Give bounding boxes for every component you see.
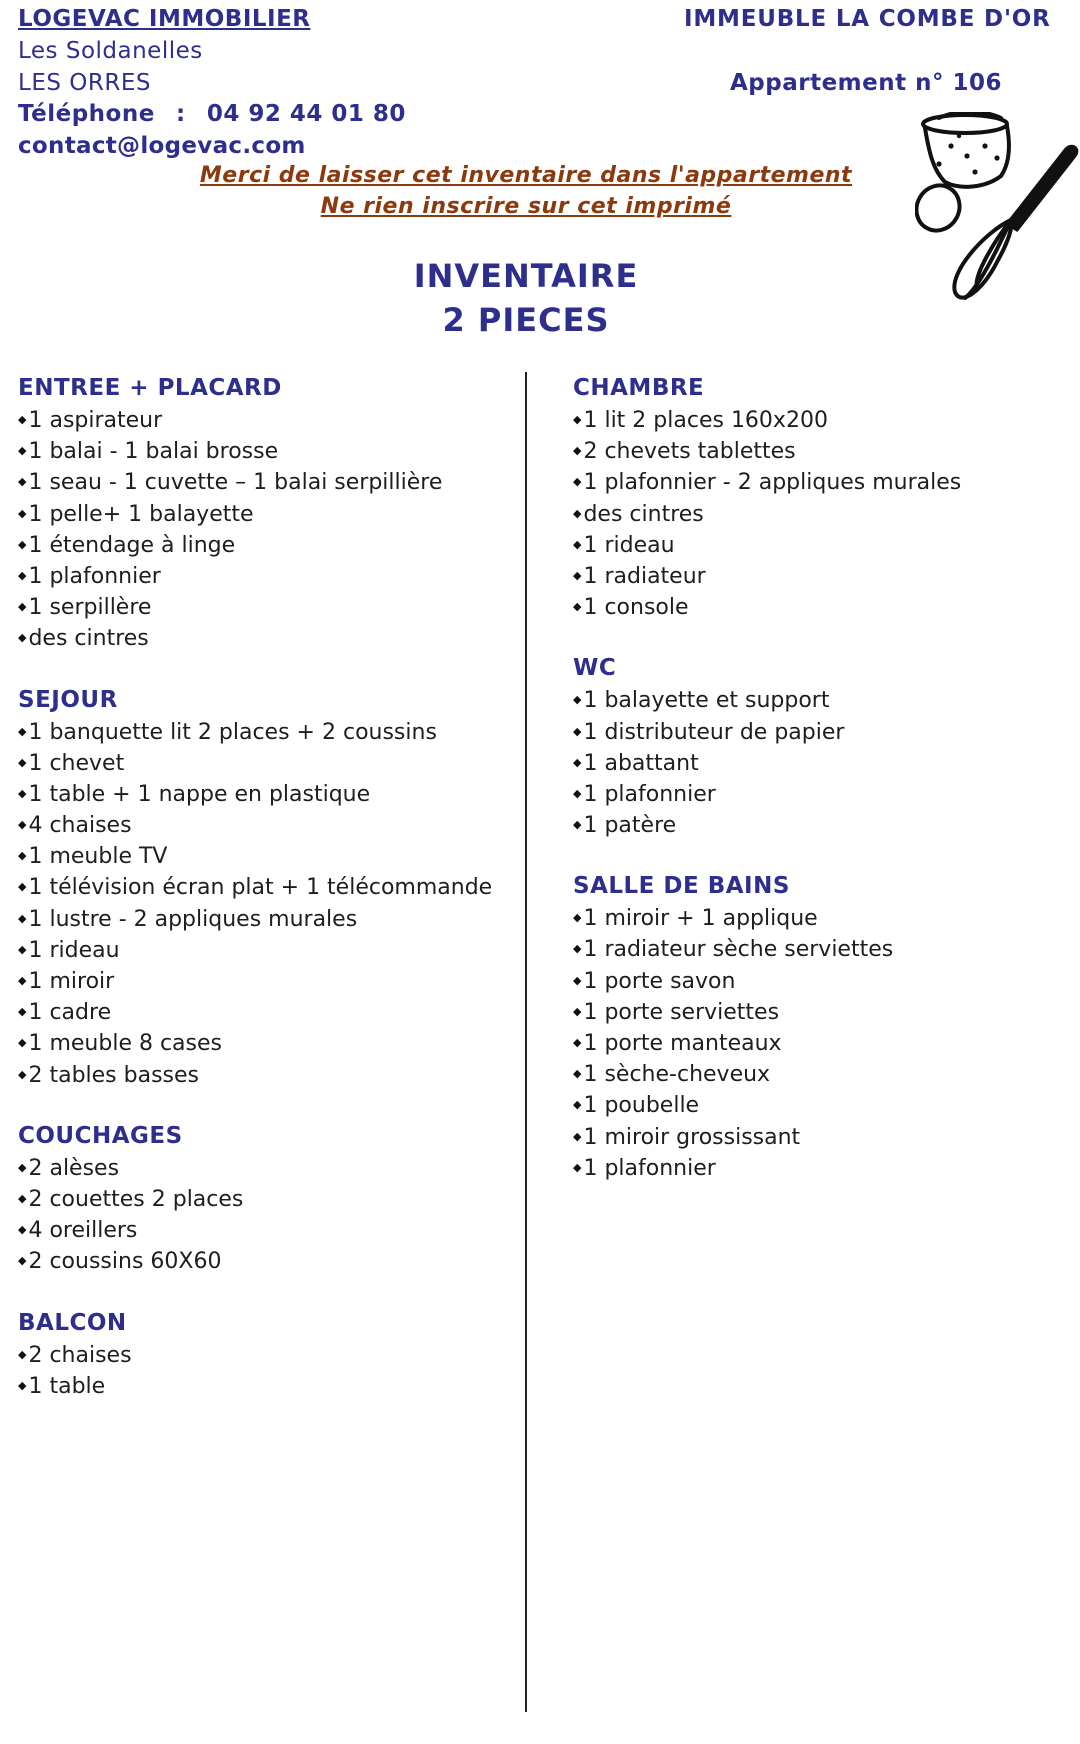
item-text: 2 couettes 2 places [28,1186,244,1212]
phone-number: 04 92 44 01 80 [206,101,406,127]
item-text: 1 radiateur sèche serviettes [583,937,894,963]
list-item [573,902,961,933]
list-item [18,1183,492,1214]
notice-do-not-write: Ne rien inscrire sur cet imprimé [320,194,732,219]
item-text: 1 sèche-cheveux [583,1062,771,1088]
diamond-bullet-icon: ◆ [18,1223,27,1237]
item-list [18,404,492,654]
column-divider [525,372,527,1712]
notice-leave-inventory: Merci de laisser cet inventaire dans l'appartement [199,163,853,188]
item-list [18,1152,492,1277]
list-item [573,1089,961,1120]
item-text: 1 rideau [583,532,675,558]
diamond-bullet-icon: ◆ [18,911,27,925]
diamond-bullet-icon: ◆ [18,849,27,863]
item-text: 1 plafonnier [583,781,716,807]
apartment-number: Appartement n° 106 [730,70,1003,96]
section-entree-placard [18,373,492,654]
address-line-2: LES ORRES [18,70,151,96]
diamond-bullet-icon: ◆ [573,600,582,614]
item-text: 1 table + 1 nappe en plastique [28,781,371,807]
diamond-bullet-icon: ◆ [573,724,582,738]
diamond-bullet-icon: ◆ [18,1347,27,1361]
list-item [18,1152,492,1183]
diamond-bullet-icon: ◆ [18,475,27,489]
item-text: 1 cadre [28,1000,112,1026]
item-text: 1 plafonnier [583,1155,716,1181]
item-text: 1 serpillère [28,595,152,621]
list-item [18,435,492,466]
diamond-bullet-icon: ◆ [573,818,582,832]
diamond-bullet-icon: ◆ [18,537,27,551]
item-text: 1 plafonnier - 2 appliques murales [583,470,962,496]
item-text: 4 chaises [28,813,132,839]
section-title: SEJOUR [18,686,118,713]
diamond-bullet-icon: ◆ [573,537,582,551]
list-item [573,965,961,996]
phone-separator: : [175,101,186,127]
diamond-bullet-icon: ◆ [573,506,582,520]
item-text: 1 miroir grossissant [583,1124,801,1150]
diamond-bullet-icon: ◆ [18,755,27,769]
list-item [18,622,492,653]
list-item [18,404,492,435]
item-list [18,1339,492,1401]
email-address: contact@logevac.com [18,133,306,159]
item-list [18,716,492,1090]
list-item [573,466,961,497]
list-item [18,903,492,934]
list-item [18,840,492,871]
item-text: 2 tables basses [28,1062,200,1088]
phone-line [18,101,406,127]
item-text: 1 chevet [28,750,125,776]
diamond-bullet-icon: ◆ [573,693,582,707]
list-item [18,996,492,1027]
item-text: 1 abattant [583,750,699,776]
list-item [573,404,961,435]
section-wc [573,653,961,840]
list-item [18,466,492,497]
item-text: 1 balayette et support [583,688,830,714]
item-text: 1 aspirateur [28,408,163,433]
list-item [573,435,961,466]
diamond-bullet-icon: ◆ [573,475,582,489]
item-text: 1 seau - 1 cuvette – 1 balai serpillière [28,470,443,496]
list-item [18,1339,492,1370]
diamond-bullet-icon: ◆ [18,818,27,832]
list-item [18,1059,492,1090]
item-text: 1 console [583,595,689,621]
section-title: CHAMBRE [573,375,705,401]
list-item [573,933,961,964]
diamond-bullet-icon: ◆ [18,1254,27,1268]
item-text: 1 balai - 1 balai brosse [28,439,279,465]
diamond-bullet-icon: ◆ [573,1098,582,1112]
list-item [18,529,492,560]
diamond-bullet-icon: ◆ [573,1129,582,1143]
diamond-bullet-icon: ◆ [18,1191,27,1205]
diamond-bullet-icon: ◆ [573,786,582,800]
list-item [573,529,961,560]
list-item [573,684,961,715]
diamond-bullet-icon: ◆ [18,444,27,458]
inventory-right-column [573,373,961,1214]
item-text: 1 lustre - 2 appliques murales [28,906,358,932]
list-item [18,1245,492,1276]
item-text: 1 radiateur [583,563,706,589]
diamond-bullet-icon: ◆ [18,631,27,645]
list-item [18,1214,492,1245]
item-text: 1 rideau [28,937,120,963]
list-item [18,591,492,622]
item-text: 1 porte serviettes [583,999,780,1025]
item-text: 1 meuble TV [28,844,168,870]
list-item [18,560,492,591]
diamond-bullet-icon: ◆ [573,1036,582,1049]
diamond-bullet-icon: ◆ [573,444,582,458]
list-item [573,747,961,778]
page-title: INVENTAIRE [413,257,639,295]
page-subtitle: 2 PIECES [442,301,610,339]
item-text: 1 télévision écran plat + 1 télécommande [28,875,493,901]
item-text: 1 patère [583,813,677,839]
list-item [573,996,961,1027]
diamond-bullet-icon: ◆ [18,1067,27,1081]
diamond-bullet-icon: ◆ [573,1004,582,1018]
item-text: 1 meuble 8 cases [28,1031,222,1057]
list-item [573,1027,961,1058]
list-item [18,871,492,902]
item-list [573,902,961,1183]
diamond-bullet-icon: ◆ [573,568,582,582]
list-item [18,716,492,747]
list-item [18,498,492,529]
inventory-left-column [18,373,492,1432]
section-sejour [18,685,492,1090]
section-salle-de-bains [573,871,961,1183]
item-text: des cintres [583,501,704,527]
diamond-bullet-icon: ◆ [18,600,27,614]
diamond-bullet-icon: ◆ [573,1160,582,1174]
diamond-bullet-icon: ◆ [18,1005,27,1019]
item-text: 1 porte savon [583,968,736,994]
item-text: 1 poubelle [583,1093,700,1119]
diamond-bullet-icon: ◆ [573,973,582,987]
list-item [18,778,492,809]
diamond-bullet-icon: ◆ [573,413,582,426]
diamond-bullet-icon: ◆ [18,506,27,520]
list-item [573,778,961,809]
whisk-bowl-illustration-icon [915,112,1080,322]
item-text: 1 distributeur de papier [583,719,845,745]
item-text: 1 miroir + 1 applique [583,906,818,932]
diamond-bullet-icon: ◆ [18,1036,27,1050]
section-title: COUCHAGES [18,1122,183,1149]
item-list [573,684,961,840]
building-name: IMMEUBLE LA COMBE D'OR [684,6,1051,32]
item-text: des cintres [28,626,149,652]
section-title: WC [573,655,617,682]
diamond-bullet-icon: ◆ [18,568,27,582]
item-text: 1 lit 2 places 160x200 [583,408,828,433]
item-text: 1 pelle+ 1 balayette [28,501,254,527]
list-item [18,809,492,840]
section-balcon [18,1308,492,1401]
item-text: 2 coussins 60X60 [28,1249,222,1275]
item-list [573,404,961,622]
item-text: 1 porte manteaux [583,1031,782,1056]
diamond-bullet-icon: ◆ [18,942,27,956]
diamond-bullet-icon: ◆ [18,413,27,426]
section-title: BALCON [18,1309,127,1336]
section-couchages [18,1121,492,1277]
diamond-bullet-icon: ◆ [18,1378,27,1392]
list-item [573,809,961,840]
item-text: 2 chevets tablettes [583,439,796,465]
list-item [573,1152,961,1183]
list-item [573,1121,961,1152]
diamond-bullet-icon: ◆ [18,786,27,800]
item-text: 2 chaises [28,1342,132,1368]
phone-label: Téléphone [18,101,155,127]
list-item [18,747,492,778]
list-item [18,1370,492,1401]
list-item [573,498,961,529]
item-text: 1 banquette lit 2 places + 2 coussins [28,719,437,745]
item-text: 1 plafonnier [28,563,161,589]
item-text: 4 oreillers [28,1218,138,1244]
section-chambre [573,373,961,622]
list-item [573,591,961,622]
section-title: SALLE DE BAINS [573,873,790,900]
section-title: ENTREE + PLACARD [18,375,282,401]
list-item [573,560,961,591]
diamond-bullet-icon: ◆ [18,1160,27,1174]
diamond-bullet-icon: ◆ [573,1067,582,1081]
list-item [18,965,492,996]
diamond-bullet-icon: ◆ [573,942,582,956]
list-item [18,934,492,965]
diamond-bullet-icon: ◆ [573,755,582,769]
diamond-bullet-icon: ◆ [573,911,582,925]
diamond-bullet-icon: ◆ [18,880,27,894]
list-item [18,1027,492,1058]
item-text: 2 alèses [28,1155,120,1181]
diamond-bullet-icon: ◆ [18,974,27,987]
diamond-bullet-icon: ◆ [18,724,27,738]
address-line-1: Les Soldanelles [18,38,203,64]
list-item [573,1058,961,1089]
item-text: 1 table [28,1373,106,1399]
list-item [573,716,961,747]
item-text: 1 miroir [28,969,115,994]
company-name: LOGEVAC IMMOBILIER [18,6,311,32]
item-text: 1 étendage à linge [28,532,236,558]
